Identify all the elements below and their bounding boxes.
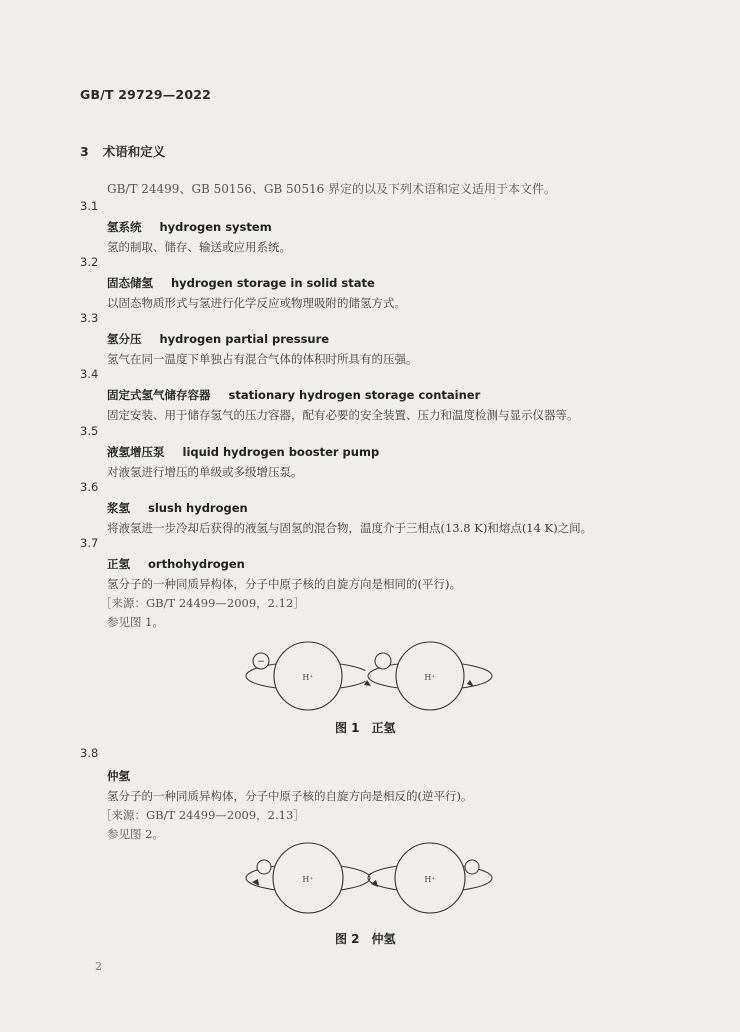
term-heading xyxy=(107,556,461,576)
electron-circle xyxy=(465,860,479,874)
para-molecule-right xyxy=(368,843,492,913)
term-entry-3-6 xyxy=(80,480,592,539)
term-definition: 对液氢进行增压的单级或多级增压泵。 xyxy=(107,465,303,479)
nucleus-label: H⁺ xyxy=(302,875,314,884)
nucleus-label: H⁺ xyxy=(424,875,436,884)
term-entry-3-5 xyxy=(80,424,379,483)
nucleus-label: H⁺ xyxy=(424,673,436,682)
term-definition: 氢分子的一种同质异构体，分子中原子核的自旋方向是相反的(逆平行)。 xyxy=(107,789,473,803)
term-definition: 氢气在同一温度下单独占有混合气体的体积时所具有的压强。 xyxy=(107,352,418,366)
term-heading xyxy=(107,500,592,520)
figure-reference: 参见图 2。 xyxy=(107,827,164,841)
term-entry-3-3 xyxy=(80,311,418,370)
term-heading xyxy=(107,768,472,788)
term-zh: 固定式氢气储存容器 xyxy=(107,388,211,402)
section-heading xyxy=(80,142,165,160)
term-entry-3-2 xyxy=(80,255,406,314)
spin-arrow xyxy=(467,680,474,687)
term-definition: 以固态物质形式与氢进行化学反应或物理吸附的储氢方式。 xyxy=(107,296,406,310)
term-zh: 氢分压 xyxy=(107,332,142,346)
para-molecule-left xyxy=(246,843,370,913)
term-zh: 固态储氢 xyxy=(107,276,153,290)
figure-1-orthohydrogen-diagram xyxy=(238,640,508,712)
term-zh: 仲氢 xyxy=(107,769,130,783)
term-en: hydrogen system xyxy=(159,220,272,234)
term-en: liquid hydrogen booster pump xyxy=(182,445,380,459)
figure-2-caption: 图 2 仲氢 xyxy=(335,932,396,946)
standard-number-header: GB/T 29729—2022 xyxy=(80,87,212,102)
term-definition: 将液氢进一步冷却后获得的液氢与固氢的混合物，温度介于三相点(13.8 K)和熔点(14 K)之间。 xyxy=(107,521,593,535)
term-source: ［来源：GB/T 24499—2009，2.12］ xyxy=(100,596,305,610)
term-heading xyxy=(107,444,379,464)
section-title-text: 术语和定义 xyxy=(102,144,166,159)
entry-number: 3.8 xyxy=(80,746,99,760)
term-heading xyxy=(107,275,406,295)
electron-circle xyxy=(257,860,271,874)
entry-number: 3.1 xyxy=(80,199,99,213)
entry-number: 3.2 xyxy=(80,255,99,269)
term-zh: 液氢增压泵 xyxy=(107,445,165,459)
term-en: orthohydrogen xyxy=(148,557,245,571)
figure-reference: 参见图 1。 xyxy=(107,615,164,629)
term-zh: 浆氢 xyxy=(107,501,130,515)
term-entry-3-1 xyxy=(80,199,291,258)
term-definition: 固定安装、用于储存氢气的压力容器，配有必要的安全装置、压力和温度检测与显示仪器等。 xyxy=(107,408,579,422)
term-en: slush hydrogen xyxy=(148,501,248,515)
ortho-molecule-left xyxy=(246,642,371,710)
term-entry-3-8 xyxy=(80,746,472,845)
term-heading xyxy=(107,219,291,239)
term-heading xyxy=(107,331,418,351)
term-source: ［来源：GB/T 24499—2009，2.13］ xyxy=(100,808,305,822)
term-entry-3-4 xyxy=(80,367,579,426)
section-number: 3 xyxy=(80,144,89,159)
ortho-molecule-right xyxy=(368,642,492,710)
entry-number: 3.4 xyxy=(80,367,99,381)
term-en: hydrogen storage in solid state xyxy=(171,276,375,290)
entry-number: 3.6 xyxy=(80,480,99,494)
entry-number: 3.3 xyxy=(80,311,99,325)
figure-2-parahydrogen-diagram xyxy=(238,840,508,920)
figure-1-caption: 图 1 正氢 xyxy=(335,721,396,735)
term-definition: 氢的制取、储存、输送或应用系统。 xyxy=(107,240,291,254)
nucleus-label: H⁺ xyxy=(302,673,314,682)
term-heading xyxy=(107,387,579,407)
term-zh: 氢系统 xyxy=(107,220,142,234)
term-entry-3-7 xyxy=(80,536,461,633)
entry-number: 3.5 xyxy=(80,424,99,438)
spin-arrow xyxy=(371,880,378,887)
term-definition: 氢分子的一种同质异构体，分子中原子核的自旋方向是相同的(平行)。 xyxy=(107,577,461,591)
electron-circle xyxy=(375,653,391,669)
electron-sign: − xyxy=(257,657,265,667)
term-en: stationary hydrogen storage container xyxy=(228,388,481,402)
term-zh: 正氢 xyxy=(107,557,130,571)
page-number: 2 xyxy=(95,960,102,973)
term-en: hydrogen partial pressure xyxy=(159,332,330,346)
entry-number: 3.7 xyxy=(80,536,99,550)
intro-paragraph: GB/T 24499、GB 50156、GB 50516 界定的以及下列术语和定义适用于本文件。 xyxy=(107,182,557,196)
